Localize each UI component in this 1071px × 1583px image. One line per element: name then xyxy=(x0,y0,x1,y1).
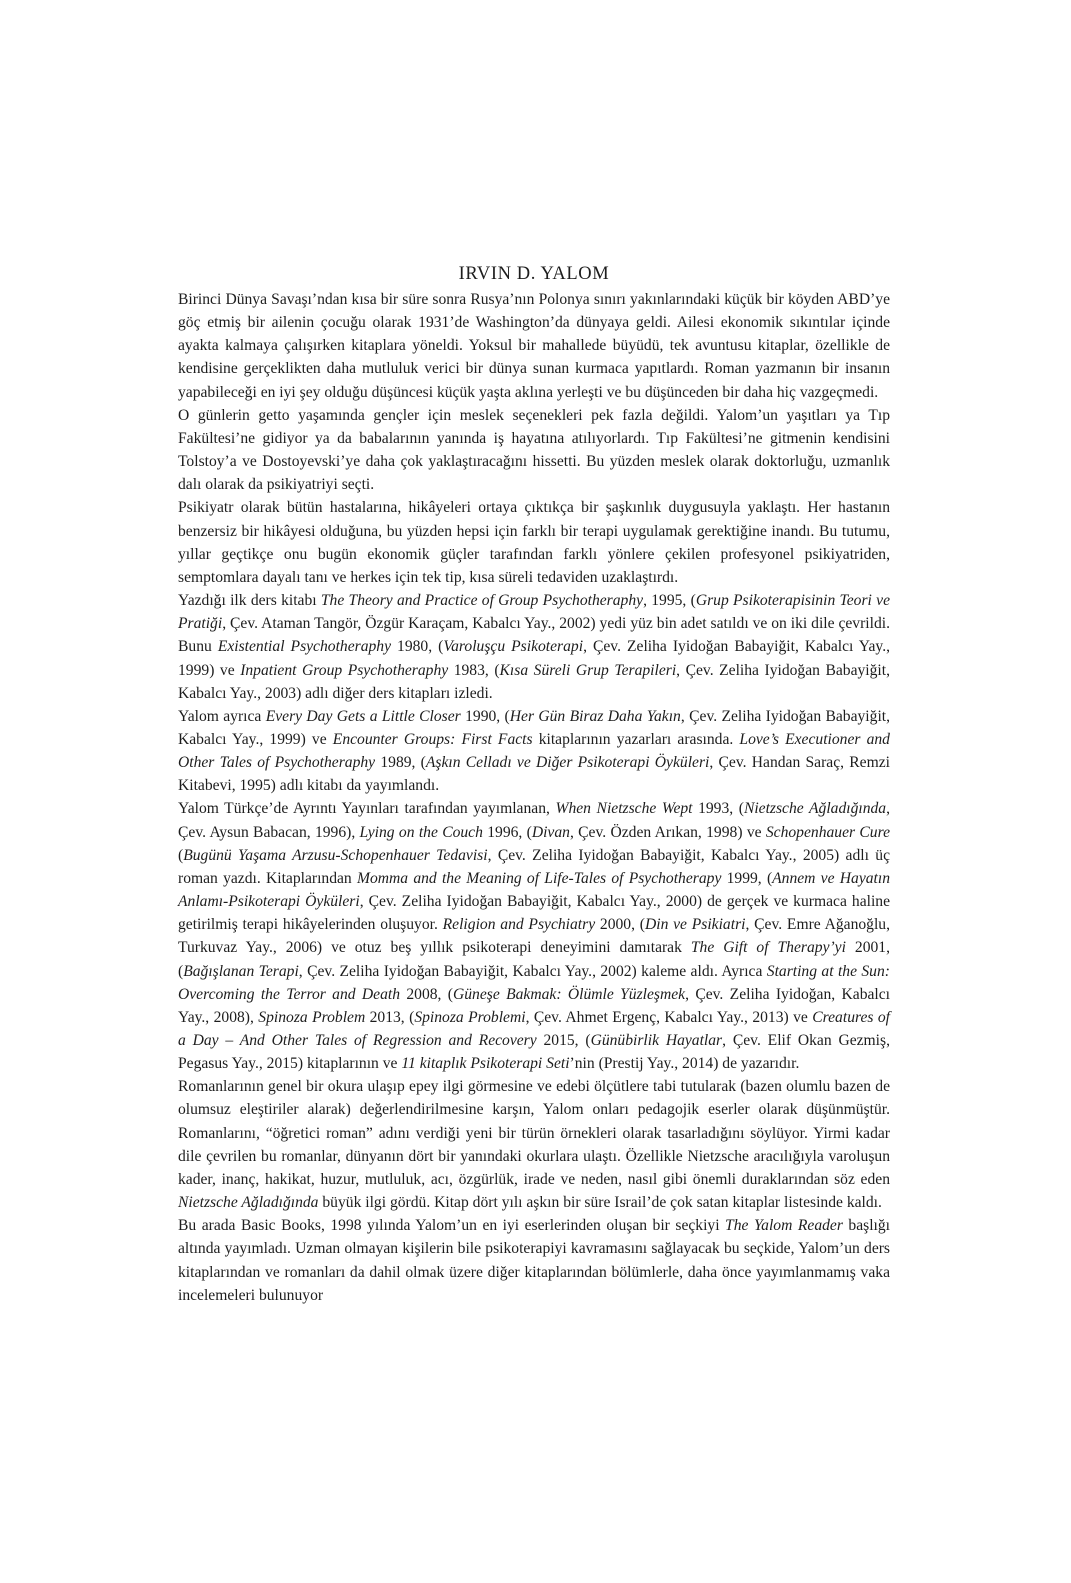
text-segment: 1993, ( xyxy=(692,800,744,818)
text-segment: başlığı altında yayımladı. Uzman olmayan kişilerin bile psikoterapiyi kavramasını sağlayacak bu seçkide, Yalom’un ders kitaplarından ve romanları da dahil olmak üzere diğer kitaplarından bölümlerle, daha önce yayımlanmamış vaka incelemeleri bulunuyor xyxy=(178,1217,890,1304)
italic-title-text: Existential Psychotheraphy xyxy=(217,638,392,656)
italic-title-text: Lying on the Couch xyxy=(359,823,483,841)
text-segment: , Çev. Zeliha Iyidoğan Babayiğit, Kabalcı Yay., 2005) adlı üç roman yazdı. Kitaplarından xyxy=(178,846,890,887)
text-segment: , Çev. Zeliha Iyidoğan Babayiğit, Kabalcı Yay., 1999) ve xyxy=(178,638,890,679)
text-segment: 1989, ( xyxy=(375,754,426,772)
italic-title-text: Her Gün Biraz Daha Yakın xyxy=(509,707,681,725)
text-segment: 2000, ( xyxy=(595,916,645,934)
italic-title-text: Religion and Psychiatry xyxy=(442,916,596,934)
paragraph xyxy=(178,288,890,404)
text-segment: 2001, ( xyxy=(178,939,890,980)
italic-title-text: Starting at the Sun: Overcoming the Terror and Death xyxy=(178,962,890,1003)
italic-title-text: Annem ve Hayatın Anlamı-Psikoterapi Öyküleri xyxy=(178,869,891,911)
italic-title-text: The Gift of Therapy’yi xyxy=(690,939,846,957)
italic-title-text: The Yalom Reader xyxy=(725,1217,843,1235)
paragraph xyxy=(178,705,890,798)
page-title: IRVIN D. YALOM xyxy=(458,264,610,284)
paragraph xyxy=(178,797,890,1075)
text-segment: , Çev. Zeliha Iyidoğan Babayiğit, Kabalcı Yay., 2000) de gerçek ve kurmaca haline getirilmiş terapi hikâyelerinden oluşuyor. xyxy=(178,893,890,934)
paragraph xyxy=(178,404,890,497)
italic-title-text: Momma and the Meaning of Life-Tales of Psychotherapy xyxy=(356,869,722,887)
document-page xyxy=(178,262,890,1307)
text-segment: Psikiyatr olarak bütün hastalarına, hikâyeleri ortaya çıktıkça bir şaşkınlık duygusuyla yaklaştı. Her hastanın benzersiz bir hikâyesi olduğuna, bu yüzden hepsi için farklı bir terapi uygulamak gerektiğine inandı. Bu tutumu, yıllar geçtikçe onu bugün ekonomik güçler tarafından farklı yönlere çekilen profesyonel psikiyatriden, semptomlara dayalı tanı ve herkes için tek tip, kısa süreli tedaviden uzaklaştırdı. xyxy=(178,499,890,586)
text-segment: 2008, ( xyxy=(400,985,453,1003)
italic-title-text: Din ve Psikiatri xyxy=(644,916,746,934)
text-segment: 1980, ( xyxy=(391,638,444,656)
text-segment: , Çev. Özden Arıkan, 1998) ve xyxy=(569,823,766,841)
italic-title-text: Günübirlik Hayatlar xyxy=(590,1032,723,1049)
italic-title-text: Güneşe Bakmak: Ölümle Yüzleşmek xyxy=(452,985,686,1003)
text-segment: Birinci Dünya Savaşı’ndan kısa bir süre sonra Rusya’nın Polonya sınırı yakınlarındaki küçük bir köyden ABD’ye göç etmiş bir ailenin çocuğu olarak 1931’de Washington’da dünyaya geldi. Ailesi ekonomik sıkıntılar içinde ayakta kalmaya çalışırken kitaplara yöneldi. Yoksul bir mahallede büyüdü, tek avuntusu kitaplar, özellikle de kendisine gerçeklikten daha mutluluk verici bir dünya sunan kurmaca yapıtlardı. Roman yazmanın bir insanın yapabileceği en iyi şey olduğu düşüncesi küçük yaşta aklına yerleşti ve bu düşünceden bir daha hiç vazgeçmedi. xyxy=(178,291,890,401)
text-segment: 1990, ( xyxy=(460,707,510,725)
text-segment: 2013, ( xyxy=(365,1008,415,1026)
italic-title-text: Divan xyxy=(531,823,570,841)
text-segment: , Çev. Ahmet Ergenç, Kabalcı Yay., 2013) ve xyxy=(525,1008,813,1026)
text-segment: Yazdığı ilk ders kitabı xyxy=(178,592,321,610)
italic-title-text: Love’s Executioner and Other Tales of Psychotheraphy xyxy=(178,730,890,772)
italic-title-text: Bağışlanan Terapi xyxy=(183,962,299,980)
italic-title-text: Nietzsche Ağladığında xyxy=(178,1194,319,1212)
text-segment: , Çev. Zeliha Iyidoğan Babayiğit, Kabalcı Yay., 2003) adlı diğer ders kitapları izledi. xyxy=(178,661,891,702)
text-segment: , Çev. Emre Ağanoğlu, Turkuvaz Yay., 2006) ve otuz beş yıllık psikoterapi deneyimini damıtarak xyxy=(178,916,891,957)
text-segment: Bu arada Basic Books, 1998 yılında Yalom’un en iyi eserlerinden oluşan bir seçkiyi xyxy=(178,1217,726,1235)
italic-title-text: Bugünü Yaşama Arzusu-Schopenhauer Tedavisi xyxy=(183,846,488,864)
italic-title-text: The Theory and Practice of Group Psychotheraphy xyxy=(320,592,644,610)
italic-title-text: Grup Psikoterapisinin Teori ve Pratiği xyxy=(178,592,890,633)
text-segment: 2015, ( xyxy=(536,1032,591,1049)
text-segment: Yalom ayrıca xyxy=(178,707,266,725)
text-segment: kitaplarının yazarları arasında. xyxy=(532,730,740,748)
text-segment: , Çev. Zeliha Iyidoğan Babayiğit, Kabalcı Yay., 2002) kaleme aldı. Ayrıca xyxy=(298,962,767,980)
italic-title-text: Creatures of a Day – And Other Tales of Regression and Recovery xyxy=(178,1008,890,1049)
italic-title-text: Nietzsche Ağladığında xyxy=(743,800,887,818)
italic-title-text: Varoluşçu Psikoterapi xyxy=(443,638,584,656)
text-segment: büyük ilgi gördü. Kitap dört yılı aşkın bir süre Israil’de çok satan kitaplar listesinde kaldı. xyxy=(318,1194,882,1212)
text-segment: 1983, ( xyxy=(448,661,500,679)
paragraph xyxy=(178,1214,890,1307)
text-segment: , Çev. Zeliha Iyidoğan Babayiğit, Kabalcı Yay., 1999) ve xyxy=(178,707,891,748)
text-segment: 1996, ( xyxy=(482,823,532,841)
text-segment: O günlerin getto yaşamında gençler için meslek seçenekleri pek fazla değildi. Yalom’un yaşıtları ya Tıp Fakültesi’ne gidiyor ya da babalarının yanında iş hayatına atılıyorlardı. Tıp Fakültesi’ne gitmenin kendisini Tolstoy’a ve Dostoyevski’ye daha çok yaklaştıracağını hissetti. Bu yüzden meslek olarak doktorluğu, uzmanlık dalı olarak da psikiyatriyi seçti. xyxy=(178,406,890,494)
italic-title-text: Every Day Gets a Little Closer xyxy=(265,707,461,725)
paragraph xyxy=(178,1075,890,1214)
text-segment: , Çev. Elif Okan Gezmiş, Pegasus Yay., 2015) kitaplarının ve xyxy=(178,1032,890,1073)
italic-title-text: When Nietzsche Wept xyxy=(555,800,693,818)
text-segment: ( xyxy=(178,846,184,864)
body-text xyxy=(178,288,890,1307)
text-segment: , Çev. Ataman Tangör, Özgür Karaçam, Kabalcı Yay., 2002) yedi yüz bin adet satıldı ve on iki dile çevrildi. Bunu xyxy=(178,615,890,656)
italic-title-text: Kısa Süreli Grup Terapileri xyxy=(499,661,677,679)
italic-title-text: Aşkın Celladı ve Diğer Psikoterapi Öyküleri xyxy=(425,754,710,772)
text-segment: Romanlarının genel bir okura ulaşıp epey ilgi görmesine ve edebi ölçütlere tabi tutularak (bazen olumlu bazen de olumsuz eleştiriler alarak) değerlendirilmesine karşın, Yalom onları pedagojik eserler olarak düşünmüştür. Romanlarını, “öğretici roman” adını verdiği yeni bir türün örnekleri olarak tasarladığını söylüyor. Yirmi kadar dile çevrilen bu romanlar, dünyanın dört bir yanındaki okurlara ulaştı. Özellikle Nietzsche aracılığıyla varoluşun kader, inanç, hakikat, huzur, mutluluk, acı, özgürlük, irade ve neden, nasıl gibi önemli duraklarından söz eden xyxy=(178,1078,890,1188)
italic-title-text: Schopenhauer Cure xyxy=(765,823,891,841)
italic-title-text: Spinoza Problem xyxy=(258,1008,366,1026)
paragraph xyxy=(178,496,890,589)
text-segment: , Çev. Handan Saraç, Remzi Kitabevi, 1995) adlı kitabı da yayımlandı. xyxy=(178,754,890,795)
text-segment: ’nin (Prestij Yay., 2014) de yazarıdır. xyxy=(569,1055,800,1073)
italic-title-text: 11 kitaplık Psikoterapi Seti xyxy=(401,1055,570,1073)
paragraph xyxy=(178,589,890,705)
text-segment: , Çev. Aysun Babacan, 1996), xyxy=(178,800,891,841)
text-segment: Yalom Türkçe’de Ayrıntı Yayınları tarafından yayımlanan, xyxy=(178,800,556,818)
italic-title-text: Inpatient Group Psychotheraphy xyxy=(240,661,449,679)
text-segment: , Çev. Zeliha Iyidoğan, Kabalcı Yay., 2008), xyxy=(178,985,890,1026)
italic-title-text: Encounter Groups: First Facts xyxy=(332,730,533,748)
italic-title-text: Spinoza Problemi xyxy=(414,1008,526,1026)
text-segment: 1999, ( xyxy=(721,869,773,887)
text-segment: , 1995, ( xyxy=(643,592,696,610)
